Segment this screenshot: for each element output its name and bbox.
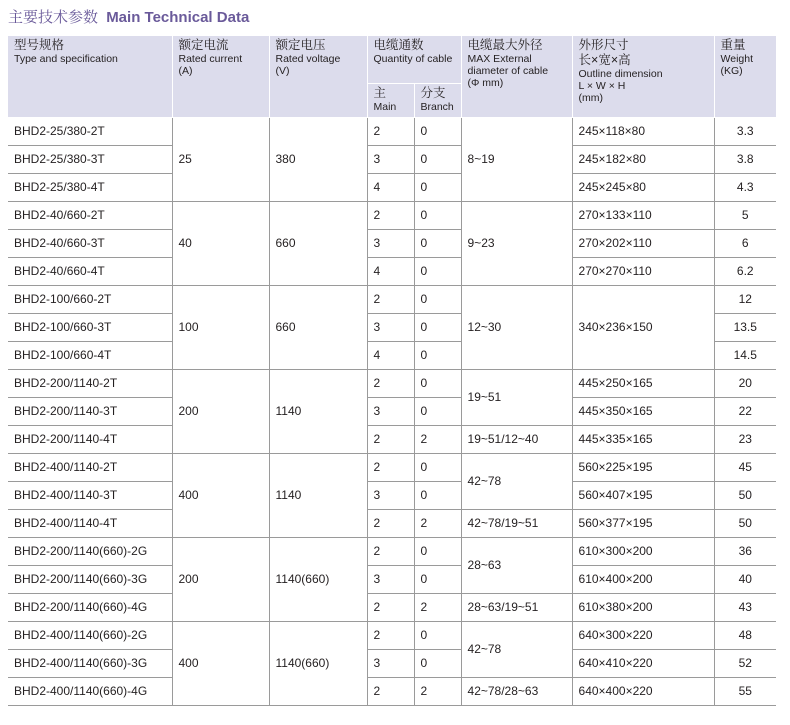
current-cell: 200 [172, 369, 269, 453]
branch-count-cell: 2 [414, 593, 461, 621]
branch-count-cell: 0 [414, 397, 461, 425]
table-row [8, 649, 776, 677]
spec-cell: BHD2-200/1140-4T [8, 425, 172, 453]
spec-cell: BHD2-25/380-3T [8, 145, 172, 173]
table-row [8, 537, 776, 565]
header-outline-cn: 外形尺寸 [578, 38, 629, 52]
weight-cell: 6 [714, 229, 776, 257]
weight-cell: 55 [714, 677, 776, 705]
table-row [8, 425, 776, 453]
spec-cell: BHD2-400/1140-2T [8, 453, 172, 481]
diameter-cell: 28~63/19~51 [461, 593, 572, 621]
header-voltage-unit: (V) [275, 65, 290, 77]
header-diameter [461, 36, 572, 117]
outline-cell: 270×133×110 [572, 201, 714, 229]
branch-count-cell: 2 [414, 677, 461, 705]
branch-count-cell: 0 [414, 285, 461, 313]
diameter-cell: 42~78/19~51 [461, 509, 572, 537]
main-count-cell: 2 [367, 677, 414, 705]
title-en: Main Technical Data [106, 9, 250, 26]
spec-cell: BHD2-200/1140(660)-2G [8, 537, 172, 565]
page-title [8, 6, 249, 27]
outline-cell: 560×377×195 [572, 509, 714, 537]
spec-cell: BHD2-25/380-2T [8, 117, 172, 145]
voltage-cell: 660 [269, 201, 367, 285]
weight-cell: 52 [714, 649, 776, 677]
table-row [8, 173, 776, 201]
table-row [8, 201, 776, 229]
outline-cell: 640×410×220 [572, 649, 714, 677]
weight-cell: 43 [714, 593, 776, 621]
spec-cell: BHD2-400/1140(660)-2G [8, 621, 172, 649]
header-weight [714, 36, 776, 117]
header-outline-formula: L × W × H [578, 80, 626, 92]
weight-cell: 45 [714, 453, 776, 481]
weight-cell: 22 [714, 397, 776, 425]
header-current-en: Rated current [178, 53, 243, 65]
main-count-cell: 2 [367, 285, 414, 313]
outline-cell: 245×182×80 [572, 145, 714, 173]
header-voltage-cn: 额定电压 [275, 38, 326, 52]
diameter-cell: 42~78 [461, 621, 572, 677]
branch-count-cell: 0 [414, 145, 461, 173]
weight-cell: 12 [714, 285, 776, 313]
outline-cell: 270×202×110 [572, 229, 714, 257]
header-branch-en: Branch [420, 100, 454, 113]
weight-cell: 20 [714, 369, 776, 397]
current-cell: 400 [172, 621, 269, 705]
header-current [172, 36, 269, 117]
main-count-cell: 3 [367, 565, 414, 593]
spec-cell: BHD2-200/1140-3T [8, 397, 172, 425]
branch-count-cell: 0 [414, 341, 461, 369]
header-voltage [269, 36, 367, 117]
weight-cell: 36 [714, 537, 776, 565]
table-header [8, 36, 776, 117]
header-diameter-en: MAX External diameter of cable [467, 53, 549, 77]
outline-cell: 560×407×195 [572, 481, 714, 509]
diameter-cell: 42~78/28~63 [461, 677, 572, 705]
main-count-cell: 2 [367, 537, 414, 565]
outline-cell: 640×300×220 [572, 621, 714, 649]
voltage-cell: 660 [269, 285, 367, 369]
table-row [8, 229, 776, 257]
table-row [8, 565, 776, 593]
header-spec [8, 36, 172, 117]
spec-cell: BHD2-200/1140-2T [8, 369, 172, 397]
branch-count-cell: 0 [414, 565, 461, 593]
outline-cell: 445×350×165 [572, 397, 714, 425]
table-row [8, 509, 776, 537]
main-count-cell: 4 [367, 257, 414, 285]
weight-cell: 48 [714, 621, 776, 649]
diameter-cell: 8~19 [461, 117, 572, 201]
header-weight-unit: (KG) [720, 65, 743, 77]
main-count-cell: 2 [367, 369, 414, 397]
main-count-cell: 3 [367, 229, 414, 257]
weight-cell: 6.2 [714, 257, 776, 285]
table-row [8, 117, 776, 145]
header-current-unit: (A) [178, 65, 193, 77]
header-branch [414, 83, 461, 117]
table-row [8, 397, 776, 425]
main-count-cell: 4 [367, 341, 414, 369]
header-main-en: Main [373, 100, 397, 113]
branch-count-cell: 0 [414, 257, 461, 285]
diameter-cell: 19~51 [461, 369, 572, 425]
header-voltage-en: Rated voltage [275, 53, 341, 65]
table-row [8, 257, 776, 285]
diameter-cell: 12~30 [461, 285, 572, 369]
outline-cell: 445×335×165 [572, 425, 714, 453]
technical-data-table [8, 36, 776, 706]
header-outline-unit: (mm) [578, 92, 604, 104]
main-count-cell: 2 [367, 593, 414, 621]
main-count-cell: 2 [367, 621, 414, 649]
voltage-cell: 1140 [269, 453, 367, 537]
spec-cell: BHD2-400/1140-4T [8, 509, 172, 537]
header-qty [367, 36, 461, 83]
table-row [8, 145, 776, 173]
outline-cell: 270×270×110 [572, 257, 714, 285]
table-row [8, 593, 776, 621]
weight-cell: 14.5 [714, 341, 776, 369]
diameter-cell: 9~23 [461, 201, 572, 285]
spec-cell: BHD2-100/660-2T [8, 285, 172, 313]
header-current-cn: 额定电流 [178, 38, 229, 52]
header-spec-cn: 型号规格 [14, 38, 65, 52]
voltage-cell: 1140(660) [269, 537, 367, 621]
branch-count-cell: 0 [414, 117, 461, 145]
branch-count-cell: 0 [414, 201, 461, 229]
branch-count-cell: 0 [414, 173, 461, 201]
current-cell: 25 [172, 117, 269, 201]
spec-cell: BHD2-100/660-3T [8, 313, 172, 341]
header-outline [572, 36, 714, 117]
main-count-cell: 3 [367, 313, 414, 341]
current-cell: 400 [172, 453, 269, 537]
current-cell: 100 [172, 285, 269, 369]
main-count-cell: 3 [367, 481, 414, 509]
diameter-cell: 19~51/12~40 [461, 425, 572, 453]
main-count-cell: 2 [367, 117, 414, 145]
main-count-cell: 3 [367, 649, 414, 677]
header-outline-cn2: 长×宽×高 [578, 53, 631, 67]
spec-cell: BHD2-40/660-2T [8, 201, 172, 229]
branch-count-cell: 2 [414, 425, 461, 453]
spec-cell: BHD2-100/660-4T [8, 341, 172, 369]
outline-cell: 610×400×200 [572, 565, 714, 593]
main-count-cell: 2 [367, 509, 414, 537]
branch-count-cell: 0 [414, 313, 461, 341]
table-row [8, 677, 776, 705]
header-weight-en: Weight [720, 53, 754, 65]
table-row [8, 285, 776, 313]
spec-cell: BHD2-400/1140(660)-4G [8, 677, 172, 705]
table-row [8, 481, 776, 509]
outline-cell: 340×236×150 [572, 285, 714, 369]
spec-cell: BHD2-25/380-4T [8, 173, 172, 201]
branch-count-cell: 2 [414, 509, 461, 537]
weight-cell: 23 [714, 425, 776, 453]
table-row [8, 621, 776, 649]
weight-cell: 3.3 [714, 117, 776, 145]
branch-count-cell: 0 [414, 649, 461, 677]
title-cn: 主要技术参数 [8, 9, 99, 26]
table-body [8, 117, 776, 705]
branch-count-cell: 0 [414, 537, 461, 565]
main-count-cell: 4 [367, 173, 414, 201]
outline-cell: 610×300×200 [572, 537, 714, 565]
weight-cell: 50 [714, 481, 776, 509]
header-diameter-unit: (Φ mm) [467, 77, 504, 89]
voltage-cell: 1140(660) [269, 621, 367, 705]
weight-cell: 13.5 [714, 313, 776, 341]
main-count-cell: 3 [367, 145, 414, 173]
spec-cell: BHD2-40/660-3T [8, 229, 172, 257]
header-main [367, 83, 414, 117]
diameter-cell: 42~78 [461, 453, 572, 509]
table-row [8, 369, 776, 397]
outline-cell: 560×225×195 [572, 453, 714, 481]
header-diameter-cn: 电缆最大外径 [467, 38, 543, 52]
header-spec-en: Type and specification [14, 53, 118, 65]
weight-cell: 3.8 [714, 145, 776, 173]
weight-cell: 5 [714, 201, 776, 229]
main-count-cell: 2 [367, 453, 414, 481]
outline-cell: 610×380×200 [572, 593, 714, 621]
branch-count-cell: 0 [414, 621, 461, 649]
branch-count-cell: 0 [414, 453, 461, 481]
header-branch-cn: 分支 [420, 85, 446, 100]
header-outline-en: Outline dimension [578, 68, 663, 80]
spec-cell: BHD2-200/1140(660)-4G [8, 593, 172, 621]
outline-cell: 245×118×80 [572, 117, 714, 145]
header-qty-en: Quantity of cable [373, 53, 453, 65]
outline-cell: 445×250×165 [572, 369, 714, 397]
outline-cell: 640×400×220 [572, 677, 714, 705]
weight-cell: 4.3 [714, 173, 776, 201]
header-weight-cn: 重量 [720, 38, 746, 52]
main-count-cell: 3 [367, 397, 414, 425]
weight-cell: 40 [714, 565, 776, 593]
diameter-cell: 28~63 [461, 537, 572, 593]
branch-count-cell: 0 [414, 229, 461, 257]
spec-cell: BHD2-400/1140-3T [8, 481, 172, 509]
branch-count-cell: 0 [414, 481, 461, 509]
voltage-cell: 1140 [269, 369, 367, 453]
spec-cell: BHD2-200/1140(660)-3G [8, 565, 172, 593]
main-count-cell: 2 [367, 425, 414, 453]
outline-cell: 245×245×80 [572, 173, 714, 201]
current-cell: 40 [172, 201, 269, 285]
current-cell: 200 [172, 537, 269, 621]
header-main-cn: 主 [373, 85, 387, 100]
header-qty-cn: 电缆通数 [373, 38, 424, 52]
branch-count-cell: 0 [414, 369, 461, 397]
spec-cell: BHD2-400/1140(660)-3G [8, 649, 172, 677]
voltage-cell: 380 [269, 117, 367, 201]
weight-cell: 50 [714, 509, 776, 537]
main-count-cell: 2 [367, 201, 414, 229]
table-row [8, 453, 776, 481]
spec-cell: BHD2-40/660-4T [8, 257, 172, 285]
